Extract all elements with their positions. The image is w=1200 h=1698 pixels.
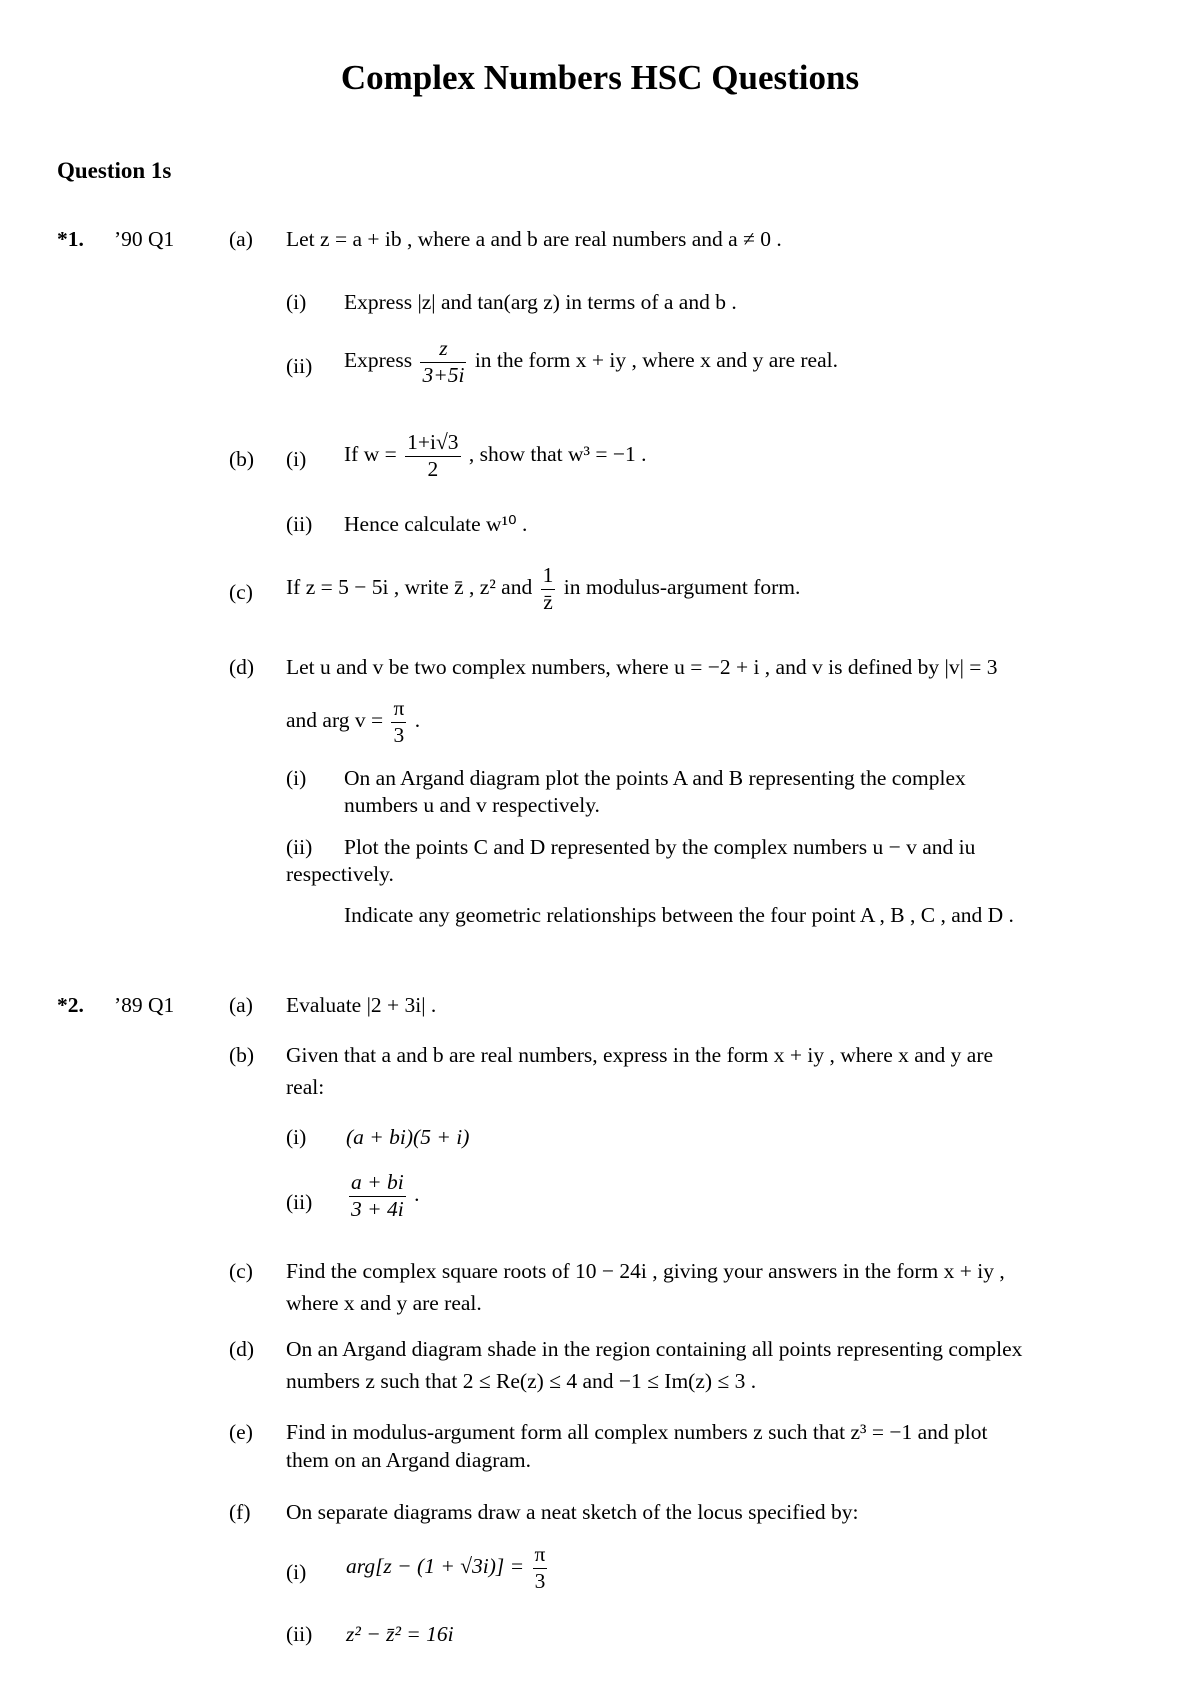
q1-d-pre: and arg v = (286, 708, 384, 733)
q1-d-text-line2 (286, 696, 420, 749)
q1-part-d-label: (d) (229, 655, 255, 679)
q1-a-ii-denominator: 3+5i (422, 362, 465, 387)
q2-b-i-label: (i) (286, 1125, 307, 1149)
q1-d-text-line1: Let u and v be two complex numbers, where u = −2 + i , and v is defined by |v| = 3 (286, 655, 998, 679)
q2-part-f-label: (f) (229, 1500, 251, 1524)
q2-a-text: Evaluate |2 + 3i| . (286, 993, 437, 1017)
q2-f-text: On separate diagrams draw a neat sketch of the locus specified by: (286, 1500, 859, 1524)
q2-b-ii-post: . (414, 1182, 420, 1207)
q1-a-i-text: Express |z| and tan(arg z) in terms of a and b . (344, 290, 737, 314)
q2-b-ii-denominator: 3 + 4i (351, 1196, 404, 1221)
q2-b-line2: real: (286, 1075, 325, 1099)
q1-c-denominator: z̄ (543, 589, 553, 614)
page-title: Complex Numbers HSC Questions (340, 58, 860, 97)
q1-d-post: . (414, 708, 421, 733)
q1-b-ii-text: Hence calculate w¹⁰ . (344, 512, 528, 536)
q1-part-a-text: Let z = a + ib , where a and b are real numbers and a ≠ 0 . (286, 227, 782, 251)
q2-b-ii-label: (ii) (286, 1190, 313, 1214)
q2-part-c-label: (c) (229, 1259, 253, 1283)
q1-a-ii-pre: Express (344, 348, 413, 373)
q1-a-ii-fraction (420, 336, 466, 389)
q1-a-ii-numerator: z (420, 336, 466, 363)
q2-c-line1: Find the complex square roots of 10 − 24i , giving your answers in the form x + iy , (286, 1259, 1005, 1283)
section-heading: Question 1s (57, 158, 172, 183)
q2-b-i-text: (a + bi)(5 + i) (346, 1125, 470, 1149)
q1-d-ii-line1: Plot the points C and D represented by the complex numbers u − v and iu (344, 835, 976, 859)
q2-b-ii-expression (346, 1170, 419, 1223)
q1-d-i-line1: On an Argand diagram plot the points A and B representing the complex (344, 766, 966, 790)
q2-d-line1: On an Argand diagram shade in the region containing all points representing complex (286, 1337, 1023, 1361)
q1-a-ii-label: (ii) (286, 354, 313, 378)
q1-d-fraction (391, 696, 406, 749)
q2-f-i-numerator: π (533, 1542, 548, 1569)
q2-f-i-expression (346, 1542, 550, 1595)
q2-c-line2: where x and y are real. (286, 1291, 482, 1315)
q2-part-b-label: (b) (229, 1043, 255, 1067)
q1-d-ii-line3: Indicate any geometric relationships between the four point A , B , C , and D . (344, 903, 1014, 927)
q1-b-i-pre: If w = (344, 442, 397, 467)
q1-c-expression (286, 563, 800, 616)
q2-d-line2: numbers z such that 2 ≤ Re(z) ≤ 4 and −1 ≤ Im(z) ≤ 3 . (286, 1369, 757, 1393)
q1-c-numerator: 1 (541, 563, 556, 590)
q1-part-a-label: (a) (229, 227, 253, 251)
q2-f-ii-text: z² − z̄² = 16i (346, 1622, 454, 1646)
q1-b-i-denominator: 2 (427, 456, 439, 481)
q1-d-denominator: 3 (393, 722, 405, 747)
question-2-source: ’89 Q1 (114, 993, 175, 1017)
q1-b-i-label: (i) (286, 447, 307, 471)
question-2-number: *2. (57, 993, 84, 1017)
q1-part-b-label: (b) (229, 447, 255, 471)
q2-part-d-label: (d) (229, 1337, 255, 1361)
q1-d-i-label: (i) (286, 766, 307, 790)
q2-e-line1: Find in modulus-argument form all complex numbers z such that z³ = −1 and plot (286, 1420, 988, 1444)
q1-c-fraction (541, 563, 556, 616)
q1-a-i-label: (i) (286, 290, 307, 314)
q1-c-pre: If z = 5 − 5i , write z̄ , z² and (286, 575, 533, 600)
q1-d-numerator: π (391, 696, 406, 723)
q1-b-i-numerator: 1+i√3 (405, 430, 460, 457)
question-1-source: ’90 Q1 (114, 227, 175, 251)
q2-b-ii-numerator: a + bi (349, 1170, 406, 1197)
q1-b-i-post: , show that w³ = −1 . (468, 442, 647, 467)
q1-c-post: in modulus-argument form. (563, 575, 801, 600)
q1-b-i-expression (344, 430, 647, 483)
q2-f-i-fraction (533, 1542, 548, 1595)
q2-part-a-label: (a) (229, 993, 253, 1017)
q2-b-line1: Given that a and b are real numbers, express in the form x + iy , where x and y are (286, 1043, 994, 1067)
q1-a-ii-post: in the form x + iy , where x and y are real. (474, 348, 838, 373)
q2-f-i-pre: arg[z − (1 + √3i)] = (346, 1554, 525, 1579)
q2-f-i-denominator: 3 (534, 1568, 546, 1593)
q1-b-i-fraction (405, 430, 460, 483)
q1-d-ii-line2: respectively. (286, 862, 394, 886)
q2-b-ii-fraction (349, 1170, 406, 1223)
question-1-number: *1. (57, 227, 84, 251)
q2-e-line2: them on an Argand diagram. (286, 1448, 532, 1472)
q2-f-i-label: (i) (286, 1560, 307, 1584)
q1-part-c-label: (c) (229, 580, 253, 604)
q1-d-ii-label: (ii) (286, 835, 313, 859)
q1-d-i-line2: numbers u and v respectively. (344, 793, 600, 817)
q1-a-ii-expression (344, 336, 838, 389)
q2-f-ii-label: (ii) (286, 1622, 313, 1646)
q2-part-e-label: (e) (229, 1420, 253, 1444)
q1-b-ii-label: (ii) (286, 512, 313, 536)
